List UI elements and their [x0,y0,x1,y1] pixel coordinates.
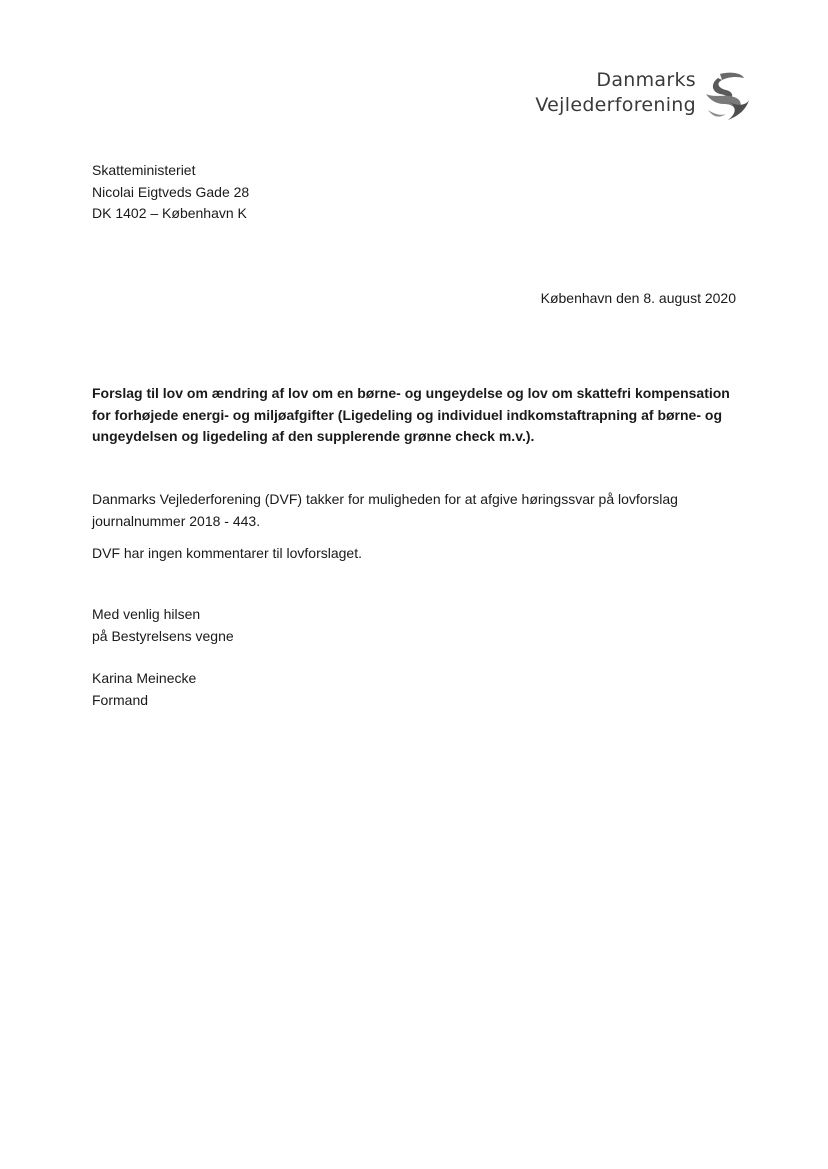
recipient-street: Nicolai Eigtveds Gade 28 [92,183,250,200]
recipient-address [92,160,249,225]
closing-line-1: Med venlig hilsen [92,606,201,622]
letterhead-logo [535,68,750,122]
recipient-name: Skatteministeriet [92,162,196,178]
body-paragraph-1: Danmarks Vejlederforening (DVF) takker for muligheden for at afgive høringssvar på lovforslag journalnummer 2018 - 443. [92,491,678,529]
organization-name-line2: Vejlederforening [535,94,696,116]
signer-title: Formand [92,691,149,708]
signature-block [92,668,196,711]
letter-subject: Forslag til lov om ændring af lov om en børne- og ungeydelse og lov om skattefri kompensation for forhøjede energi- og miljøafgifter (Ligedeling og individuel indkomstaftrapning af børne- og ungeydelsen og ligedeling af den supplerende grønne check m.v.). [92,385,730,444]
signer-name: Karina Meinecke [92,670,197,686]
closing-greeting [92,604,234,647]
letter-date: København den 8. august 2020 [540,290,736,306]
closing-line-2: på Bestyrelsens vegne [92,627,234,644]
organization-name-line1: Danmarks [596,69,696,91]
body-paragraph-2: DVF har ingen kommentarer til lovforslaget. [92,545,362,561]
organization-name [535,68,696,118]
organization-logo-icon [704,70,750,122]
recipient-city: DK 1402 – København K [92,205,247,221]
